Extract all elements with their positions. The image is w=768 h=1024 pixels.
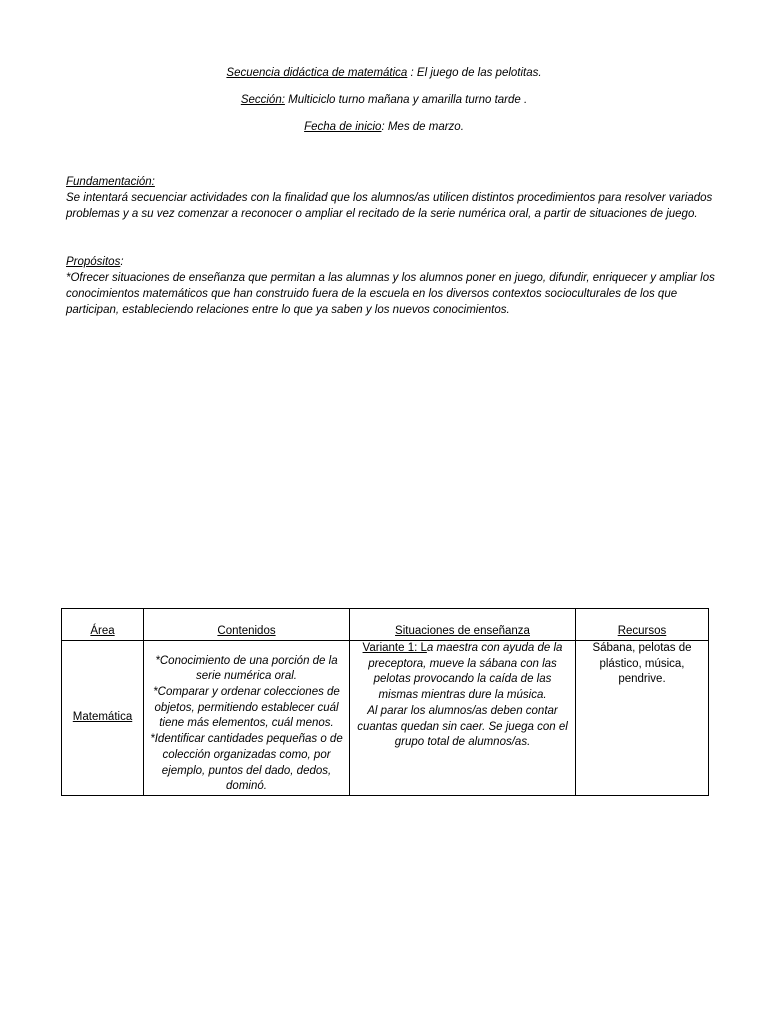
date-line: [0, 120, 768, 135]
section-label: Sección:: [240, 94, 285, 106]
propositos-text: *Ofrecer situaciones de enseñanza que permitan a las alumnas y los alumnos poner en juego, difundir, enriquecer y ampliar los conocimientos matemáticos que han construido fuera de la escuela en los diversos contextos socioculturales de los que participan, estableciendo relaciones entre lo que ya saben y los nuevos conocimientos.: [66, 272, 715, 316]
table-row: [62, 641, 709, 796]
title-value: : El juego de las pelotitas.: [407, 67, 542, 79]
cell-recursos: Sábana, pelotas de plástico, música, pendrive.: [576, 641, 709, 796]
header-recursos: Recursos: [576, 609, 709, 641]
cell-area: Matemática: [62, 641, 144, 796]
date-label: Fecha de inicio: [304, 121, 382, 133]
variante-label: Variante 1: L: [362, 642, 427, 654]
header-area: Área: [62, 609, 144, 641]
propositos-heading: Propósitos: [66, 256, 121, 268]
fundamentacion-section: [66, 174, 716, 222]
date-value: : Mes de marzo.: [381, 121, 464, 133]
table-header-row: [62, 609, 709, 641]
title-label: Secuencia didáctica de matemática: [226, 67, 408, 79]
header-situaciones: Situaciones de enseñanza: [350, 609, 576, 641]
header-contenidos: Contenidos: [144, 609, 350, 641]
propositos-section: [66, 254, 716, 318]
cell-contenidos: [144, 641, 350, 796]
sequence-table: [61, 608, 709, 796]
fundamentacion-heading: Fundamentación:: [66, 176, 155, 188]
cell-situaciones: [350, 641, 576, 796]
section-value: Multiciclo turno mañana y amarilla turno tarde .: [284, 94, 528, 106]
document-title-line: [0, 66, 768, 81]
propositos-heading-suffix: :: [120, 256, 124, 268]
fundamentacion-text: Se intentará secuenciar actividades con la finalidad que los alumnos/as utilicen distintos procedimientos para resolver variados problemas y a su vez comenzar a reconocer o ampliar el recitado de la serie numérica oral, a partir de situaciones de juego.: [66, 192, 713, 220]
situaciones-text: a maestra con ayuda de la preceptora, mueve la sábana con las pelotas provocando la caída de las mismas mientras dure la música. Al parar los alumnos/as deben contar cuantas quedan sin caer. Se juega con el grupo total de alumnos/as.: [357, 642, 568, 749]
section-line: [0, 93, 768, 108]
contenidos-text: *Conocimiento de una porción de la serie numérica oral. *Comparar y ordenar colecciones de objetos, permitiendo establecer cuál tiene más elementos, cuál menos. *Identificar cantidades pequeñas o de colección organizadas como, por ejemplo, puntos del dado, dedos, dominó.: [150, 654, 343, 793]
